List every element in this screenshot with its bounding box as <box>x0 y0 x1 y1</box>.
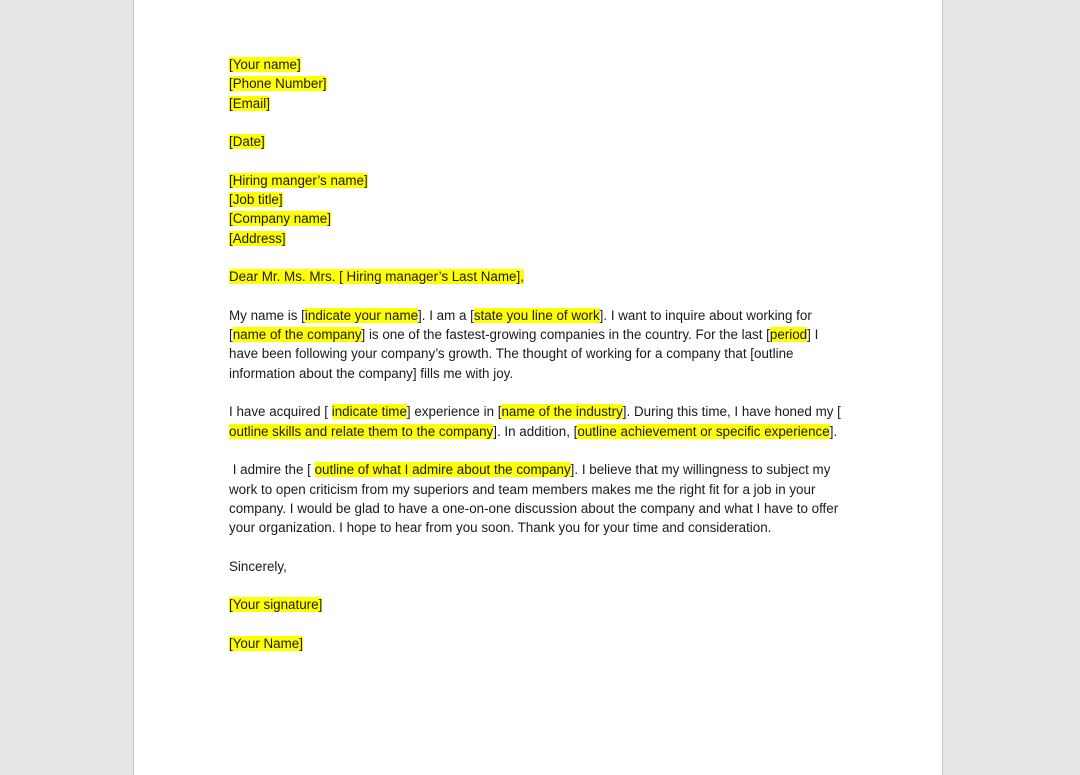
recipient-manager-name: [Hiring manger’s name] <box>229 172 368 188</box>
recipient-job-title: [Job title] <box>229 192 283 208</box>
placeholder-industry: name of the industry <box>501 404 623 420</box>
placeholder-period: period <box>769 327 808 343</box>
signoff-name: [Your Name] <box>229 635 303 651</box>
placeholder-company-name: name of the company <box>232 327 362 343</box>
recipient-address: [Address] <box>229 230 286 246</box>
paragraph-experience: I have acquired [ indicate time] experience in [name of the industry]. During this time, I have honed my [ outline skills and relate them to the company]. In addition, [outline achievement or specific experience]. <box>229 404 841 439</box>
closing: Sincerely, <box>229 558 287 574</box>
placeholder-achievement: outline achievement or specific experience <box>577 423 830 439</box>
paragraph-admiration: I admire the [ outline of what I admire about the company]. I believe that my willingness to subject my work to open criticism from my superiors and team members makes me the right fit for a job in your company. I would be glad to have a one-on-one discussion about the company and what I have to offer your organization. I hope to hear from you soon. Thank you for your time and consideration. <box>229 462 839 536</box>
letter-body[interactable] <box>229 55 869 653</box>
document-page[interactable] <box>133 0 943 775</box>
placeholder-skills: outline skills and relate them to the company <box>229 423 494 439</box>
sender-email: [Email] <box>229 95 270 111</box>
placeholder-time: indicate time <box>331 404 407 420</box>
placeholder-line-of-work: state you line of work <box>473 307 600 323</box>
recipient-block <box>229 171 869 190</box>
placeholder-admire: outline of what I admire about the company <box>314 462 571 478</box>
letter-date: [Date] <box>229 134 265 150</box>
sender-name: [Your name] <box>229 57 301 72</box>
sender-block <box>229 55 869 74</box>
recipient-company-name: [Company name] <box>229 211 331 227</box>
sender-phone: [Phone Number] <box>229 76 327 92</box>
signature: [Your signature] <box>229 597 323 613</box>
placeholder-your-name: indicate your name <box>304 307 419 323</box>
paragraph-intro: My name is [indicate your name]. I am a [state you line of work]. I want to inquire about working for [name of the company] is one of the fastest-growing companies in the country. For the last [period] I have been following your company’s growth. The thought of working for a company that [outline information about the company] fills me with joy. <box>229 307 819 381</box>
salutation: Dear Mr. Ms. Mrs. [ Hiring manager’s Last Name], <box>229 269 524 285</box>
